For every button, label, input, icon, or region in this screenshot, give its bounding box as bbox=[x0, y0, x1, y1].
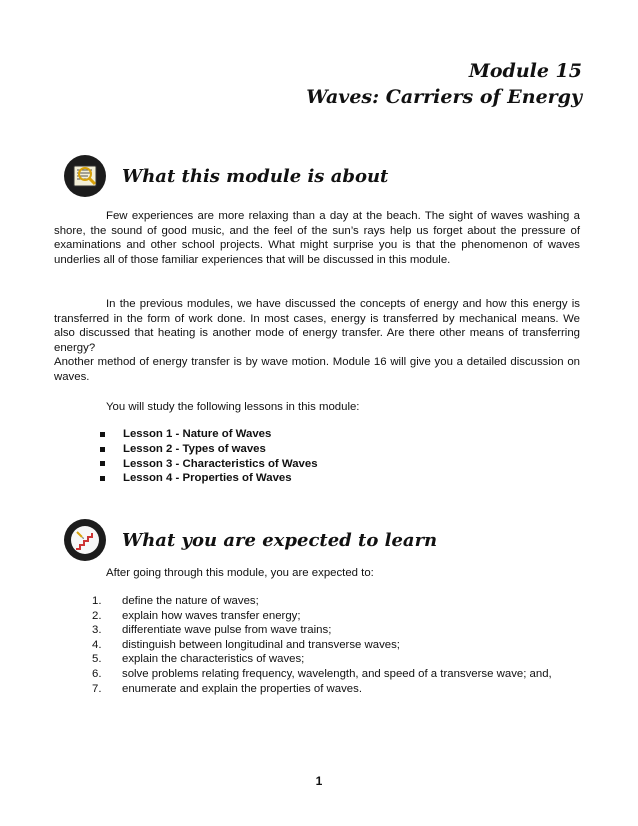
section-about-heading: What this module is about bbox=[122, 165, 389, 187]
wave-motion-paragraph: Another method of energy transfer is by wave motion. Module 16 will give you a detailed discussion on waves. bbox=[54, 356, 580, 383]
objectives-intro: After going through this module, you are expected to: bbox=[106, 567, 374, 579]
page-number: 1 bbox=[315, 774, 323, 788]
objectives-list bbox=[92, 594, 580, 696]
objective-item: 4. distinguish between longitudinal and transverse waves; bbox=[92, 638, 400, 651]
module-number: Module 15 bbox=[468, 60, 582, 82]
magnifier-document-icon bbox=[64, 155, 106, 197]
objective-item: 2. explain how waves transfer energy; bbox=[92, 609, 301, 622]
lessons-intro: You will study the following lessons in this module: bbox=[106, 401, 360, 413]
bullet-square-icon bbox=[100, 461, 105, 466]
lesson-item: Lesson 2 - Types of waves bbox=[100, 442, 318, 457]
section-learn-header bbox=[64, 519, 437, 561]
stairs-pencil-icon bbox=[64, 519, 106, 561]
module-title-block bbox=[306, 58, 582, 110]
section-learn-heading: What you are expected to learn bbox=[122, 529, 438, 551]
bullet-square-icon bbox=[100, 476, 105, 481]
objective-item: 1. define the nature of waves; bbox=[92, 595, 259, 607]
lesson-item: Lesson 4 - Properties of Waves bbox=[100, 471, 318, 486]
objective-item: 7. enumerate and explain the properties of waves. bbox=[92, 682, 362, 695]
previous-modules-paragraph: In the previous modules, we have discussed the concepts of energy and how this energy is transferred in the form of work done. In most cases, energy is transferred by mechanical means. We also discussed that heating is another mode of energy transfer. Are there other means of transferring energy? bbox=[54, 298, 580, 354]
lesson-list bbox=[100, 427, 318, 486]
objective-item: 6. solve problems relating frequency, wavelength, and speed of a transverse wave; and, bbox=[92, 667, 552, 680]
lesson-item: Lesson 3 - Characteristics of Waves bbox=[100, 457, 318, 472]
module-title: Waves: Carriers of Energy bbox=[306, 86, 582, 108]
objective-item: 3. differentiate wave pulse from wave trains; bbox=[92, 624, 332, 637]
section-about-header bbox=[64, 155, 388, 197]
lesson-item: Lesson 1 - Nature of Waves bbox=[100, 427, 318, 442]
bullet-square-icon bbox=[100, 432, 105, 437]
objective-item: 5. explain the characteristics of waves; bbox=[92, 653, 305, 666]
intro-paragraph: Few experiences are more relaxing than a day at the beach. The sight of waves washing a shore, the sound of good music, and the feel of the sun’s rays help us forget about the pressure of examinations and other school projects. What might surprise you is that the phenomenon of waves underlies all of those familiar experiences that will be discussed in this module. bbox=[54, 210, 580, 266]
bullet-square-icon bbox=[100, 447, 105, 452]
